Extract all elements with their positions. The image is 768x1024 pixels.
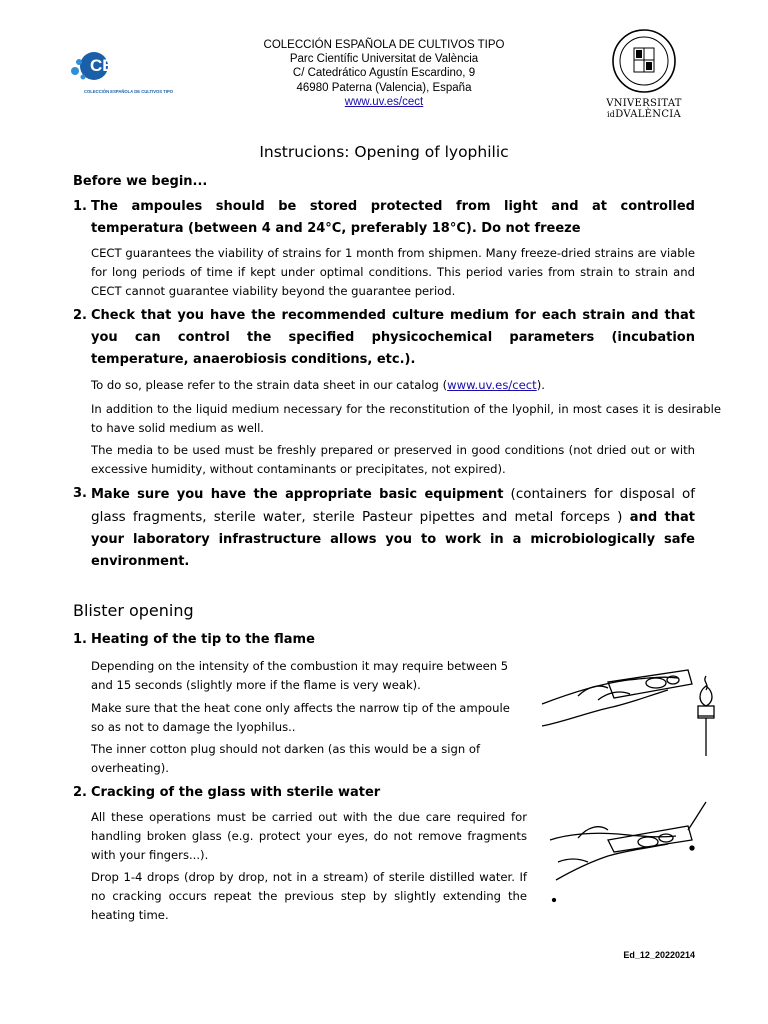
step-1-note-3: The inner cotton plug should not darken (as this would be a sign of overheating). (91, 742, 481, 775)
list-item-number: 3. (73, 486, 87, 501)
step-1-note-2: Make sure that the heat cone only affects the narrow tip of the ampoule so as not to damage the lyophilus.. (91, 701, 510, 734)
step-number: 2. (73, 785, 87, 800)
note-viability: CECT guarantees the viability of strains for 1 month from shipmen. Many freeze-dried strains are viable for long periods of time if kept under optimal conditions. This period varies from strain to strain and CECT cannot guarantee viability beyond the guarantee period. (91, 246, 695, 298)
hand-ampoule-flame-icon (538, 656, 718, 760)
note-solid-medium: In addition to the liquid medium necessary for the reconstitution of the lyophil, in most cases it is desirable to have solid medium as well. (91, 402, 721, 435)
cect-logo (70, 40, 180, 100)
org-name: COLECCIÓN ESPAÑOLA DE CULTIVOS TIPO (263, 39, 505, 51)
step-number: 1. (73, 632, 87, 647)
heating-tip-illustration (538, 656, 718, 760)
header-address (200, 38, 568, 109)
step-2-note-2: Drop 1-4 drops (drop by drop, not in a stream) of sterile distilled water. If no cracking occurs repeat the previous step by slightly extending the heating time. (91, 870, 527, 922)
edition-code: Ed_12_20220214 (623, 950, 695, 960)
step-1-title (73, 629, 373, 651)
blister-heading: Blister opening (73, 601, 194, 620)
cracking-glass-illustration (548, 800, 718, 908)
list-item-2 (73, 305, 695, 371)
hand-ampoule-water-icon (548, 800, 718, 908)
list-item-text: The ampoules should be stored protected from light and at controlled temperatura (between 4 and 24°C, preferably 18°C). Do not freeze (91, 199, 695, 236)
equipment-bold: Make sure you have the appropriate basic equipment (91, 487, 504, 502)
note-catalog-suffix: ). (536, 378, 545, 392)
note-catalog-prefix: To do so, please refer to the strain data sheet in our catalog ( (91, 378, 448, 392)
university-logo (604, 28, 684, 120)
cect-logo-subtext: COLECCIÓN ESPAÑOLA DE CULTIVOS TIPO (84, 89, 174, 94)
infrastructure-bold: and that your laboratory infrastructure allows you to work in a microbiologically safe environment. (91, 510, 695, 569)
step-title: Cracking of the glass with sterile water (91, 785, 381, 800)
note-media-conditions: The media to be used must be freshly prepared or preserved in good conditions (not dried out or with excessive humidity, without contaminants or precipitates, not expired). (91, 443, 695, 476)
address-line-2: C/ Catedrático Agustín Escardino, 9 (292, 67, 476, 80)
step-2-note-1: All these operations must be carried out with the due care required for handling broken glass (e.g. protect your eyes, do not remove fragments with your fingers...). (91, 810, 527, 862)
address-line-3: 46980 Paterna (Valencia), España (296, 81, 472, 94)
list-item-text: Check that you have the recommended culture medium for each strain and that you can control the specified physicochemical parameters (incubation temperature, anaerobiosis conditions, etc.). (91, 308, 695, 367)
list-item-1 (73, 196, 695, 240)
page-title: Instrucions: Opening of lyophilic (259, 143, 509, 161)
list-item-number: 2. (73, 308, 87, 323)
catalog-link[interactable]: www.uv.es/cect (447, 378, 537, 392)
list-item-number: 1. (73, 199, 87, 214)
step-title: Heating of the tip to the flame (91, 632, 315, 647)
address-line-1: Parc Científic Universitat de València (289, 53, 479, 66)
note-catalog (91, 376, 695, 395)
list-item-3 (73, 483, 695, 573)
website-link[interactable]: www.uv.es/cect (344, 95, 424, 108)
cect-logo-text: CECT (90, 56, 137, 75)
before-heading: Before we begin... (73, 174, 208, 189)
university-seal-icon (604, 28, 684, 94)
university-name-line2: DVALÈNCIA (615, 109, 682, 120)
university-name-prefix: id (606, 110, 616, 119)
step-1-note-1: Depending on the intensity of the combustion it may require between 5 and 15 seconds (slightly more if the flame is very weak). (91, 659, 509, 692)
equipment-list: (containers for disposal of glass fragments, sterile water, sterile Pasteur pipettes and metal forceps ) (91, 486, 695, 525)
university-name-line1: VNIVERSITAT (606, 98, 682, 109)
step-2-title (73, 782, 473, 804)
